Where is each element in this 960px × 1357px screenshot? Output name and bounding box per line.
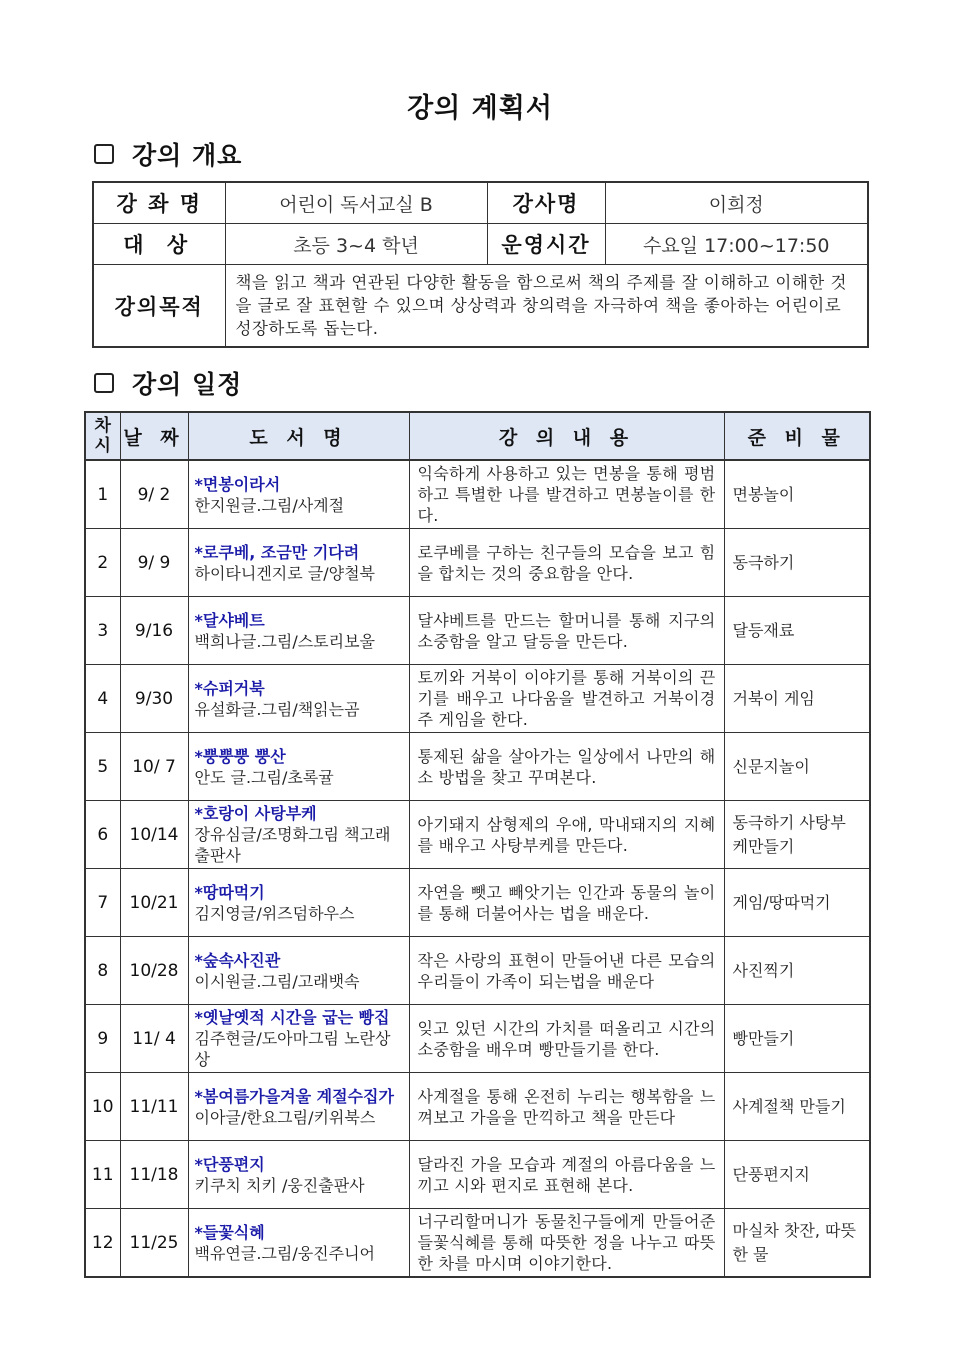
session-number: 7 <box>85 869 120 937</box>
session-date: 10/21 <box>120 869 188 937</box>
table-row <box>85 665 870 733</box>
session-number: 10 <box>85 1073 120 1141</box>
session-number: 6 <box>85 801 120 869</box>
section-schedule-heading <box>94 365 242 401</box>
table-row <box>85 1141 870 1209</box>
lesson-content: 토끼와 거북이 이야기를 통해 거북이의 끈기를 배우고 나다움을 발견하고 거북이경주 게임을 한다. <box>409 665 724 733</box>
book-author: 키쿠치 치키 /웅진출판사 <box>194 1175 365 1195</box>
session-date: 9/ 9 <box>120 529 188 597</box>
materials: 신문지놀이 <box>724 733 870 801</box>
checkbox-icon <box>94 373 114 393</box>
lesson-content: 사계절을 통해 온전히 누리는 행복함을 느껴보고 가을을 만끽하고 책을 만든다 <box>409 1073 724 1141</box>
session-number: 3 <box>85 597 120 665</box>
header-date: 날 짜 <box>120 412 188 460</box>
header-session-text: 차시 <box>94 416 111 456</box>
session-date: 11/11 <box>120 1073 188 1141</box>
materials: 동극하기 <box>724 529 870 597</box>
course-value: 어린이 독서교실 B <box>225 182 487 224</box>
table-row <box>85 529 870 597</box>
checkbox-icon <box>94 144 114 164</box>
materials: 면봉놀이 <box>724 460 870 529</box>
book-cell <box>188 597 409 665</box>
book-cell <box>188 460 409 529</box>
book-cell <box>188 665 409 733</box>
materials: 동극하기 사탕부케만들기 <box>724 801 870 869</box>
table-row <box>85 801 870 869</box>
session-date: 11/18 <box>120 1141 188 1209</box>
session-date: 11/ 4 <box>120 1005 188 1073</box>
lesson-content: 익숙하게 사용하고 있는 면봉을 통해 평범하고 특별한 나를 발견하고 면봉놀이를 한다. <box>409 460 724 529</box>
lesson-content: 잊고 있던 시간의 가치를 떠올리고 시간의 소중함을 배우며 빵만들기를 한다. <box>409 1005 724 1073</box>
book-cell <box>188 801 409 869</box>
schedule-body <box>85 460 870 1277</box>
book-title: *옛날옛적 시간을 굽는 빵집 <box>194 1008 390 1027</box>
table-row <box>85 1073 870 1141</box>
materials: 게임/땅따먹기 <box>724 869 870 937</box>
target-label: 대 상 <box>93 224 225 265</box>
book-title: *뿡뿡뿡 뿡산 <box>194 746 286 766</box>
table-row <box>85 937 870 1005</box>
materials: 마실차 찻잔, 따뜻한 물 <box>724 1209 870 1278</box>
session-date: 9/30 <box>120 665 188 733</box>
materials: 빵만들기 <box>724 1005 870 1073</box>
book-author: 백희나글.그림/스토리보울 <box>194 631 375 651</box>
session-number: 4 <box>85 665 120 733</box>
table-row <box>85 597 870 665</box>
materials: 사진찍기 <box>724 937 870 1005</box>
book-title: *슈퍼거북 <box>194 678 265 698</box>
book-author: 안도 글.그림/초록귤 <box>194 767 334 787</box>
book-cell <box>188 1005 409 1073</box>
course-label: 강 좌 명 <box>93 182 225 224</box>
book-cell <box>188 937 409 1005</box>
book-cell <box>188 869 409 937</box>
book-title: *들꽃식혜 <box>194 1222 265 1242</box>
book-author: 이아글/한요그림/키위북스 <box>194 1107 376 1127</box>
session-number: 9 <box>85 1005 120 1073</box>
session-date: 10/28 <box>120 937 188 1005</box>
session-date: 9/ 2 <box>120 460 188 529</box>
session-number: 2 <box>85 529 120 597</box>
materials: 사계절책 만들기 <box>724 1073 870 1141</box>
lesson-content: 로쿠베를 구하는 친구들의 모습을 보고 힘을 합치는 것의 중요함을 안다. <box>409 529 724 597</box>
header-content: 강 의 내 용 <box>409 412 724 460</box>
lesson-content: 달라진 가을 모습과 계절의 아름다움을 느끼고 시와 편지로 표현해 본다. <box>409 1141 724 1209</box>
time-label: 운영시간 <box>487 224 605 265</box>
book-author: 김주현글/도아마그림 노란상상 <box>194 1029 391 1069</box>
session-number: 1 <box>85 460 120 529</box>
purpose-label: 강의목적 <box>93 265 225 348</box>
header-prep: 준 비 물 <box>724 412 870 460</box>
book-title: *면봉이라서 <box>194 474 281 494</box>
book-author: 유설화글.그림/책읽는곰 <box>194 699 360 719</box>
table-row <box>85 733 870 801</box>
session-number: 12 <box>85 1209 120 1278</box>
book-author: 김지영글/위즈덤하우스 <box>194 903 355 923</box>
book-cell <box>188 529 409 597</box>
materials: 단풍편지지 <box>724 1141 870 1209</box>
target-value: 초등 3~4 학년 <box>225 224 487 265</box>
table-row <box>85 1209 870 1278</box>
table-row <box>85 460 870 529</box>
session-date: 10/14 <box>120 801 188 869</box>
table-row <box>85 1005 870 1073</box>
schedule-table <box>84 411 871 1278</box>
session-date: 10/ 7 <box>120 733 188 801</box>
lesson-content: 통제된 삶을 살아가는 일상에서 나만의 해소 방법을 찾고 꾸며본다. <box>409 733 724 801</box>
book-title: *땅따먹기 <box>194 882 265 902</box>
header-session <box>85 412 120 460</box>
book-author: 하이타니겐지로 글/양철북 <box>194 563 375 583</box>
lesson-content: 작은 사랑의 표현이 만들어낸 다른 모습의 우리들이 가족이 되는법을 배운다 <box>409 937 724 1005</box>
header-book: 도 서 명 <box>188 412 409 460</box>
page-title: 강의 계획서 <box>407 93 553 124</box>
instructor-value: 이희정 <box>605 182 868 224</box>
book-title: *단풍편지 <box>194 1154 265 1174</box>
book-author: 장유심글/조명화그림 책고래출판사 <box>194 825 391 865</box>
lesson-content: 달샤베트를 만드는 할머니를 통해 지구의 소중함을 알고 달등을 만든다. <box>409 597 724 665</box>
time-value: 수요일 17:00~17:50 <box>605 224 868 265</box>
lesson-content: 아기돼지 삼형제의 우애, 막내돼지의 지혜를 배우고 사탕부케를 만든다. <box>409 801 724 869</box>
book-title: *호랑이 사탕부케 <box>194 804 317 823</box>
lesson-content: 자연을 뺏고 빼앗기는 인간과 동물의 놀이를 통해 더불어사는 법을 배운다. <box>409 869 724 937</box>
schedule-header-row <box>85 412 870 460</box>
book-cell <box>188 1141 409 1209</box>
overview-table <box>92 181 869 348</box>
materials: 달등재료 <box>724 597 870 665</box>
book-title: *숲속사진관 <box>194 950 281 970</box>
session-date: 11/25 <box>120 1209 188 1278</box>
session-date: 9/16 <box>120 597 188 665</box>
purpose-value: 책을 읽고 책과 연관된 다양한 활동을 함으로써 책의 주제를 잘 이해하고 이해한 것을 글로 잘 표현할 수 있으며 상상력과 창의력을 자극하여 책을 좋아하는 어린이로 성장하도록 돕는다. <box>225 265 868 348</box>
book-cell <box>188 733 409 801</box>
session-number: 8 <box>85 937 120 1005</box>
book-author: 이시원글.그림/고래뱃속 <box>194 971 360 991</box>
book-title: *로쿠베, 조금만 기다려 <box>194 542 360 562</box>
book-author: 한지원글.그림/사계절 <box>194 495 345 515</box>
table-row <box>85 869 870 937</box>
section-label: 강의 개요 <box>132 141 243 170</box>
session-number: 5 <box>85 733 120 801</box>
book-title: *달샤베트 <box>194 610 265 630</box>
lesson-content: 너구리할머니가 동물친구들에게 만들어준 들꽃식혜를 통해 따뜻한 정을 나누고 따뜻한 차를 마시며 이야기한다. <box>409 1209 724 1278</box>
instructor-label: 강사명 <box>487 182 605 224</box>
book-title: *봄여름가을겨울 계절수집가 <box>194 1086 394 1106</box>
book-cell <box>188 1073 409 1141</box>
materials: 거북이 게임 <box>724 665 870 733</box>
book-cell <box>188 1209 409 1278</box>
book-author: 백유연글.그림/웅진주니어 <box>194 1243 375 1263</box>
session-number: 11 <box>85 1141 120 1209</box>
section-overview-heading <box>94 136 242 172</box>
section-label: 강의 일정 <box>132 370 243 399</box>
